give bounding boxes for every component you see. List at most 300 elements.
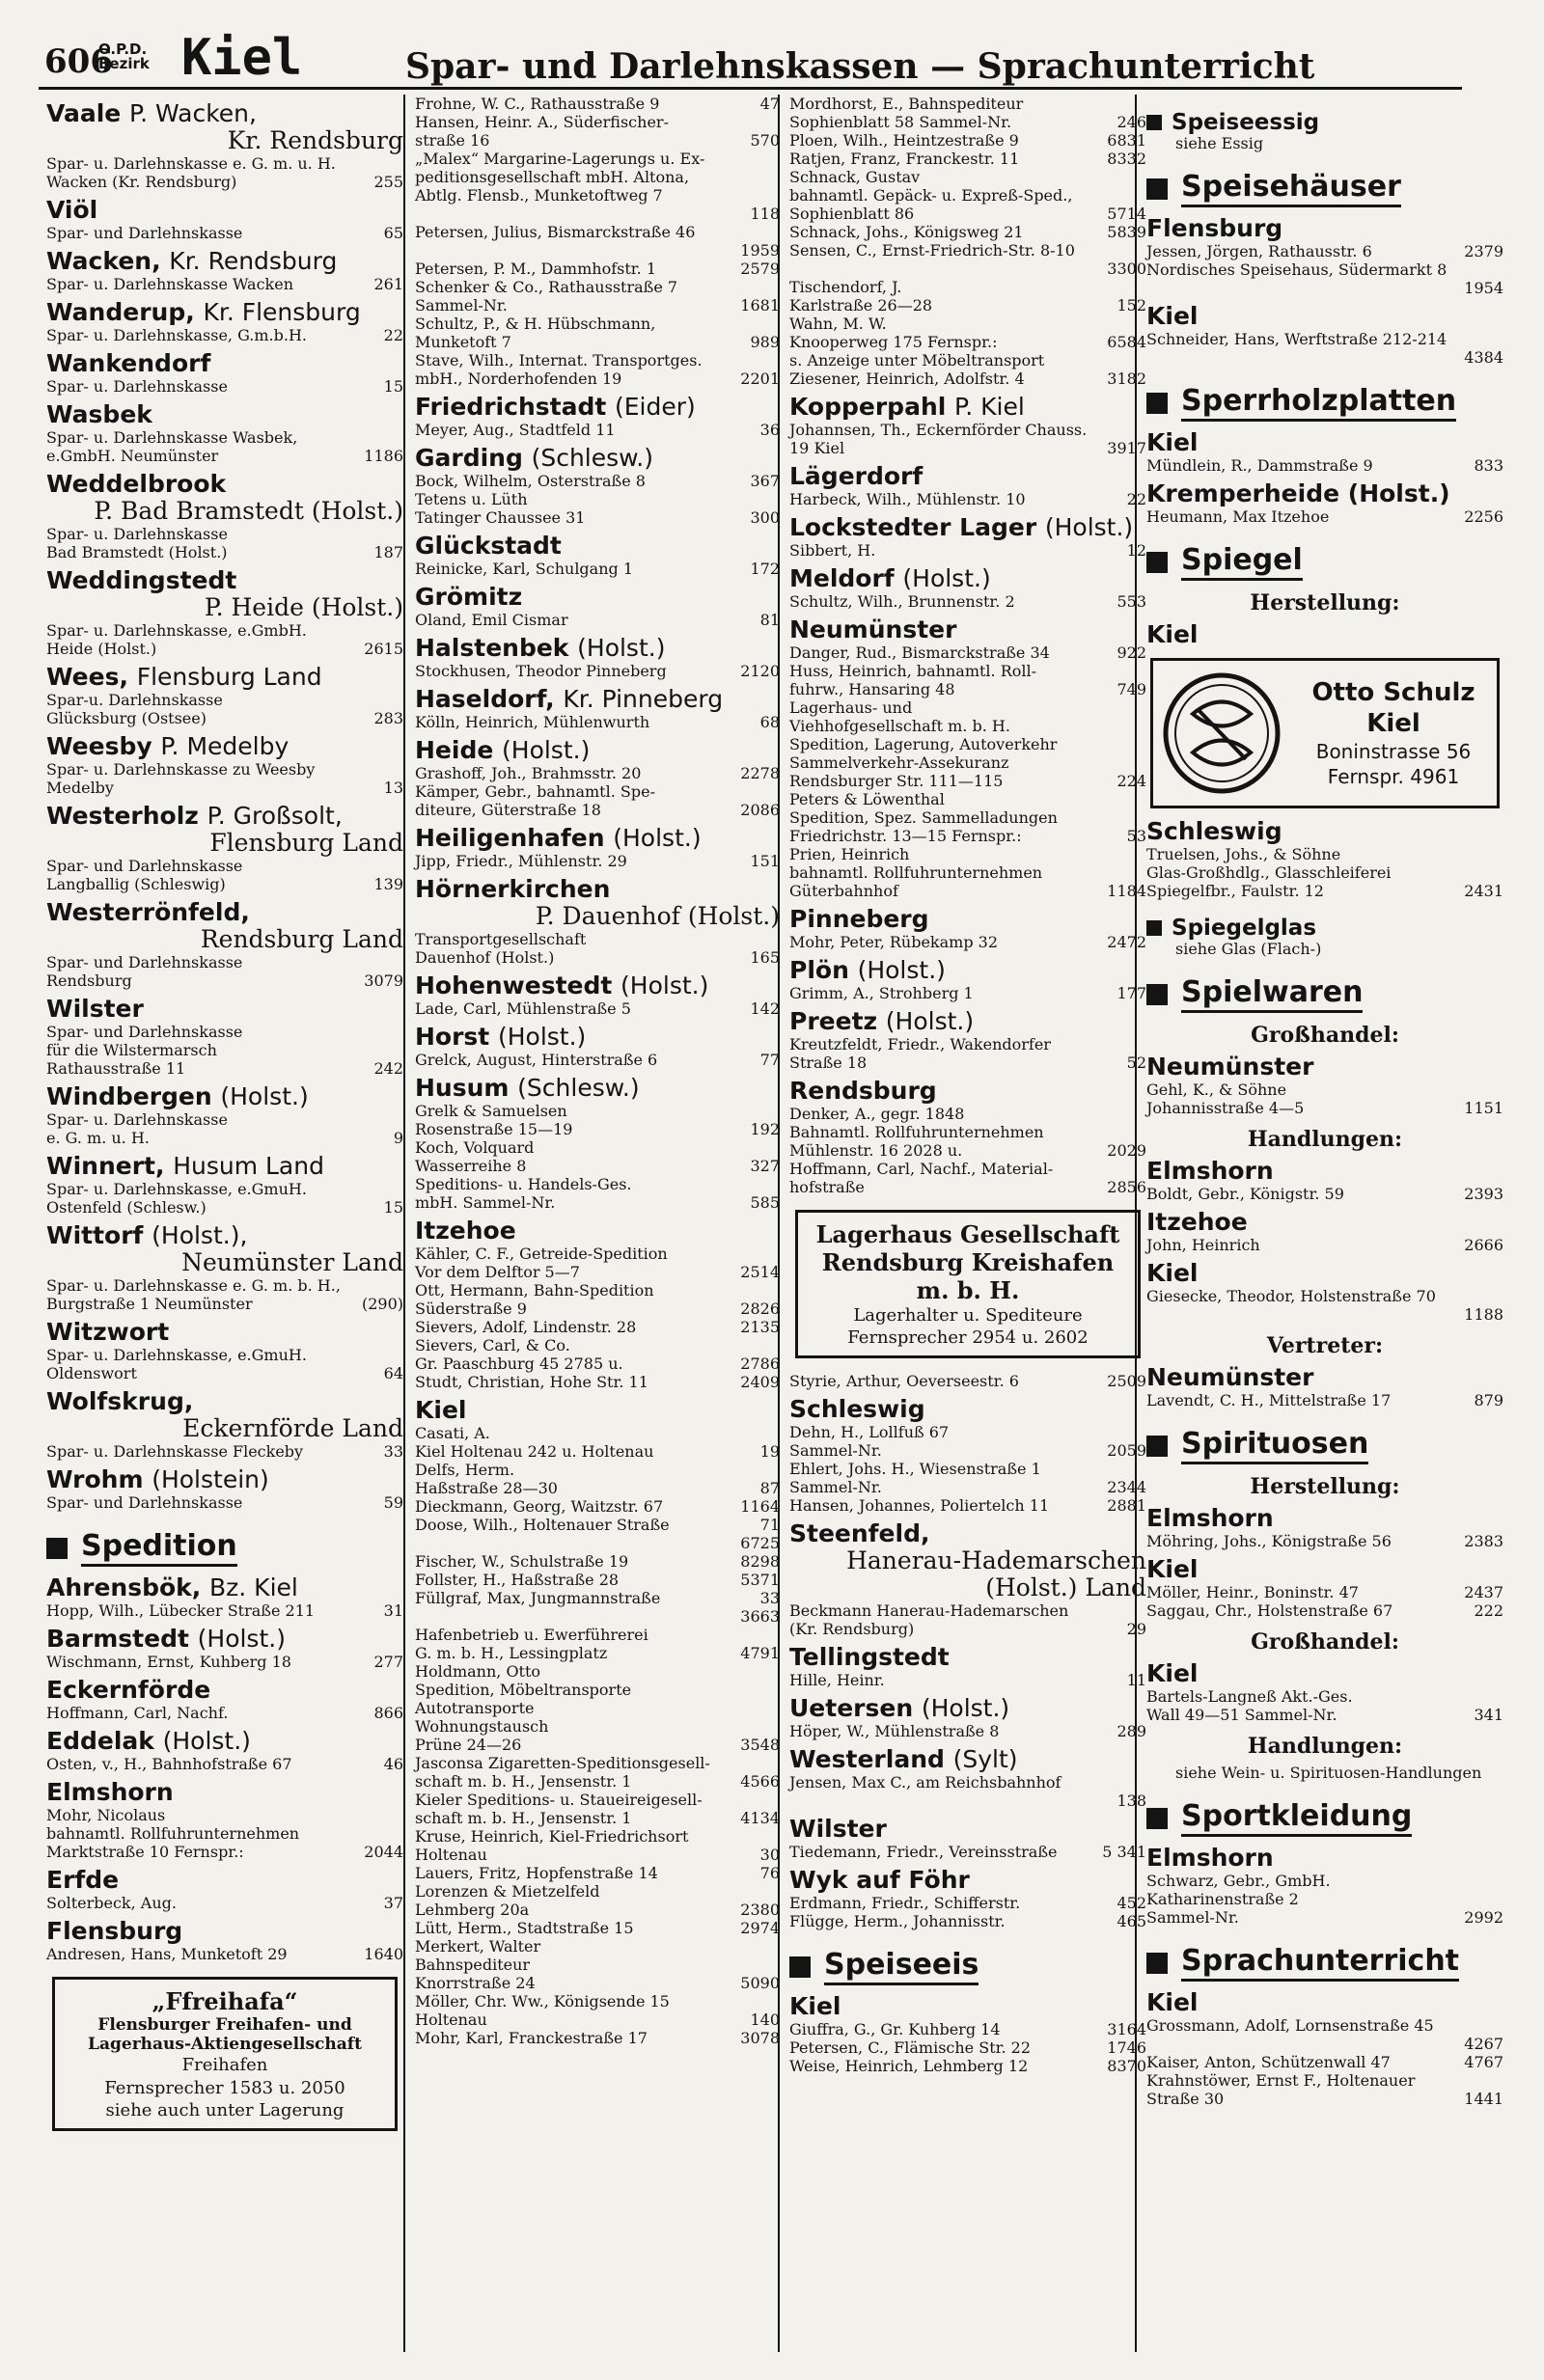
listing-line	[46, 691, 403, 709]
entry-block	[46, 567, 403, 658]
listing-text: Wahn, M. W.	[789, 315, 887, 333]
listing-line	[415, 1281, 780, 1299]
place-district: Hanerau-Hademarschen (Holst.) Land	[846, 1546, 1146, 1601]
listing-line	[415, 662, 780, 680]
category-speisehaeuser	[1146, 170, 1503, 207]
category-marker-icon	[1146, 1953, 1168, 1974]
phone-number: 300	[750, 508, 780, 527]
place-subtitle: (Holst.)	[902, 564, 991, 592]
opd-label	[98, 42, 150, 71]
listing-text: Knorrstraße 24	[415, 1974, 536, 1992]
listing-text: Truelsen, Johs., & Söhne	[1146, 845, 1341, 863]
entry-block	[46, 1918, 403, 1963]
listing-line	[46, 326, 403, 344]
listing-text: Meyer, Aug., Stadtfeld 11	[415, 421, 616, 439]
listing-line	[789, 95, 1146, 113]
listing-line	[789, 1894, 1146, 1912]
phone-number: 15	[383, 377, 403, 396]
spedition-list	[46, 1574, 403, 1963]
phone-number	[1496, 845, 1503, 863]
place-name: Itzehoe	[1146, 1208, 1248, 1236]
place-subtitle: (Holst.),	[152, 1221, 248, 1249]
listing-text: Ploen, Wilh., Heintzestraße 9	[789, 131, 1019, 150]
listing-line	[415, 1424, 780, 1442]
listing-line	[46, 857, 403, 875]
listing-text: Schultz, P., & H. Hübschmann,	[415, 315, 656, 333]
listing-text: Erdmann, Friedr., Schifferstr.	[789, 1894, 1021, 1912]
listing-text: 19 Kiel	[789, 439, 845, 457]
phone-number: 327	[750, 1157, 780, 1175]
phone-number: 2344	[1107, 1478, 1146, 1496]
place-name: Wacken, Kr. Rendsburg	[46, 247, 338, 275]
listing-line	[1146, 1305, 1503, 1324]
listing-text: Lavendt, C. H., Mittelstraße 17	[1146, 1391, 1392, 1409]
entry-block	[789, 906, 1146, 951]
listing-text: Hoffmann, Carl, Nachf.	[46, 1704, 229, 1722]
phone-number: 2393	[1464, 1185, 1503, 1203]
phone-number: 13	[383, 779, 403, 797]
listing-text: schaft m. b. H., Jensenstr. 1	[415, 1809, 632, 1827]
listing-line	[415, 1992, 780, 2011]
entry-block	[1146, 480, 1503, 526]
listing-text: Lagerhaus- und	[789, 698, 913, 717]
entry-block	[789, 616, 1146, 900]
place-name: Grömitz	[415, 583, 523, 611]
listing-text: Karlstraße 26—28	[789, 296, 933, 315]
listing-text: Spar- u. Darlehnskasse Wasbek,	[46, 428, 298, 447]
listing-line	[415, 1974, 780, 1992]
listing-text: Follster, H., Haßstraße 28	[415, 1571, 620, 1589]
entry-block	[46, 197, 403, 242]
listing-text: Kaiser, Anton, Schützenwall 47	[1146, 2053, 1391, 2071]
category-label: Spirituosen	[1181, 1427, 1368, 1464]
listing-text: Hansen, Johannes, Poliertelch 11	[789, 1496, 1050, 1515]
phone-number	[396, 1180, 403, 1198]
phone-number: 12	[1126, 541, 1146, 560]
listing-text: Sophienblatt 86	[789, 205, 915, 223]
phone-number: 2881	[1107, 1496, 1146, 1515]
listing-line	[1146, 863, 1503, 882]
savings-bank-list	[46, 100, 403, 1512]
category-spedition	[46, 1529, 403, 1567]
listing-text: mbH. Sammel-Nr.	[415, 1193, 556, 1212]
listing-line	[415, 1846, 780, 1864]
listing-text: Straße 18	[789, 1053, 868, 1072]
listing-text: Medelby	[46, 779, 114, 797]
listing-line	[789, 933, 1146, 951]
phone-number	[1496, 1890, 1503, 1908]
listing-line	[789, 717, 1146, 735]
listing-text: Vor dem Delftor 5—7	[415, 1263, 580, 1281]
listing-line	[46, 1704, 403, 1722]
listing-text: Schwarz, Gebr., GmbH.	[1146, 1872, 1331, 1890]
listing-text: Lorenzen & Mietzelfeld	[415, 1882, 600, 1901]
category-label: Sportkleidung	[1181, 1799, 1412, 1837]
listing-text: Glas-Großhdlg., Glasschleiferei	[1146, 863, 1392, 882]
phone-number: 585	[750, 1193, 780, 1212]
listing-text: Giuffra, G., Gr. Kuhberg 14	[789, 2020, 1001, 2038]
spedition-list-3b	[789, 1372, 1146, 1930]
listing-text: Tetens u. Lüth	[415, 490, 528, 508]
category-speiseeis	[789, 1948, 1146, 1985]
place-name: Kiel	[1146, 620, 1199, 648]
listing-text: Koch, Volquard	[415, 1138, 535, 1157]
phone-number	[396, 691, 403, 709]
entry-block	[46, 248, 403, 293]
listing-line	[789, 753, 1146, 772]
listing-text: Holdmann, Otto	[415, 1662, 541, 1681]
listing-line	[415, 421, 780, 439]
listing-line	[46, 1295, 403, 1313]
listing-line	[789, 421, 1146, 439]
listing-text: „Malex“ Margarine-Lagerungs u. Ex-	[415, 150, 705, 168]
phone-number: 3663	[740, 1607, 780, 1626]
place-name: Hörnerkirchen	[415, 875, 611, 903]
phone-number: 6831	[1107, 131, 1146, 150]
listing-text: bahnamtl. Rollfuhrunternehmen	[789, 863, 1043, 882]
category-sprachunterricht	[1146, 1944, 1503, 1982]
listing-text: bahnamtl. Rollfuhrunternehmen	[46, 1824, 300, 1843]
listing-text: Nordisches Speisehaus, Südermarkt 8	[1146, 260, 1448, 279]
entry-block	[1146, 215, 1503, 297]
listing-line	[1146, 1099, 1503, 1117]
listing-line	[46, 1843, 403, 1861]
phone-number: 570	[750, 131, 780, 150]
category-marker-icon	[1146, 984, 1168, 1005]
place-name: Viöl	[46, 196, 98, 224]
listing-line	[1146, 2090, 1503, 2108]
listing-text: Oldenswort	[46, 1364, 137, 1382]
entry-block	[415, 584, 780, 629]
schulz-logo-icon	[1159, 670, 1284, 796]
listing-text	[415, 241, 732, 260]
freihafa-ad	[52, 1977, 398, 2131]
phone-number: 3078	[740, 2029, 780, 2047]
place-name: Kopperpahl P. Kiel	[789, 393, 1025, 421]
place-name: Wees, Flensburg Land	[46, 663, 322, 691]
phone-number: 2086	[740, 801, 780, 819]
listing-text: Straße 30	[1146, 2090, 1225, 2108]
place-name: Flensburg	[1146, 214, 1283, 242]
listing-text: Kiel Holtenau 242 u. Holtenau	[415, 1442, 654, 1461]
place-name: Lockstedter Lager (Holst.)	[789, 513, 1134, 541]
listing-line	[789, 827, 1146, 845]
listing-line	[789, 205, 1146, 223]
phone-number: 59	[383, 1493, 403, 1512]
phone-number: 138	[1117, 1792, 1146, 1810]
phone-number: 465	[1117, 1912, 1146, 1930]
listing-text: Wall 49—51 Sammel-Nr.	[1146, 1706, 1337, 1724]
phone-number: 19	[759, 1442, 780, 1461]
spirituosen-herstellung-list	[1146, 1505, 1503, 1620]
entry-block	[789, 1867, 1146, 1930]
listing-line	[1146, 1081, 1503, 1099]
entry-block	[415, 1024, 780, 1069]
listing-line	[789, 643, 1146, 662]
phone-number	[1496, 260, 1503, 279]
place-name: Eckernförde	[46, 1676, 211, 1704]
place-name: Weesby P. Medelby	[46, 732, 290, 760]
listing-line	[415, 1809, 780, 1827]
listing-line	[415, 1318, 780, 1336]
listing-text: Ostenfeld (Schlesw.)	[46, 1198, 207, 1217]
phone-number: 77	[759, 1051, 780, 1069]
category-spirituosen	[1146, 1427, 1503, 1464]
spielwaren-vertreter-list	[1146, 1364, 1503, 1409]
place-name: Pinneberg	[789, 905, 929, 933]
entry-block	[1146, 1556, 1503, 1620]
listing-line	[415, 186, 780, 205]
place-name: Elmshorn	[1146, 1844, 1274, 1872]
listing-text: Spar- u. Darlehnskasse Fleckeby	[46, 1442, 304, 1461]
phone-number	[396, 428, 403, 447]
phone-number: 922	[1117, 643, 1146, 662]
column-3	[778, 95, 1146, 2352]
place-name: Husum (Schlesw.)	[415, 1074, 640, 1102]
phone-number	[1496, 2071, 1503, 2090]
entry-block	[789, 1816, 1146, 1861]
phone-number: 1151	[1464, 1099, 1503, 1117]
speiseeis-list	[789, 1993, 1146, 2075]
phone-number: 289	[1117, 1722, 1146, 1740]
listing-line	[789, 845, 1146, 863]
listing-text: Oland, Emil Cismar	[415, 611, 568, 629]
subhead-handlungen: Handlungen:	[1247, 1127, 1403, 1152]
entry-block	[46, 1222, 403, 1313]
listing-text: Spar- u. Darlehnskasse	[46, 525, 228, 543]
listing-text: (Kr. Rendsburg)	[789, 1620, 915, 1638]
entry-block	[789, 1993, 1146, 2075]
phone-number: 2383	[1464, 1532, 1503, 1550]
subhead-grosshandel: Großhandel:	[1251, 1629, 1399, 1655]
place-name: Steenfeld,	[789, 1519, 930, 1547]
place-name: Winnert, Husum Land	[46, 1152, 324, 1180]
listing-text: Bahnspediteur	[415, 1956, 531, 1974]
entry-block	[1146, 1209, 1503, 1254]
listing-text: Spar- u. Darlehnskasse, e.GmuH.	[46, 1180, 307, 1198]
listing-line	[415, 1736, 780, 1754]
entry-block	[1146, 429, 1503, 475]
listing-line	[46, 1129, 403, 1147]
place-name: Hohenwestedt (Holst.)	[415, 971, 709, 999]
phone-number: 2992	[1464, 1908, 1503, 1927]
listing-text: Lade, Carl, Mühlenstraße 5	[415, 999, 631, 1018]
listing-text: Wohnungstausch	[415, 1717, 549, 1736]
phone-number	[1496, 1287, 1503, 1305]
category-label: Sprachunterricht	[1181, 1944, 1459, 1982]
speisehaeuser-list	[1146, 215, 1503, 367]
listing-text: Prüne 24—26	[415, 1736, 522, 1754]
phone-number	[1496, 863, 1503, 882]
place-subtitle: (Holst.)	[162, 1727, 251, 1755]
listing-line	[789, 369, 1146, 388]
listing-text: Mohr, Karl, Franckestraße 17	[415, 2029, 648, 2047]
listing-text: Burgstraße 1 Neumünster	[46, 1295, 253, 1313]
phone-number: 5371	[740, 1571, 780, 1589]
listing-text: s. Anzeige unter Möbeltransport	[789, 351, 1045, 369]
category-label: Speiseessig	[1172, 110, 1320, 135]
place-name: Wrohm (Holstein)	[46, 1465, 269, 1493]
place-name: Erfde	[46, 1866, 120, 1894]
place-subtitle: Kr. Pinneberg	[563, 685, 724, 713]
entry-block	[46, 1867, 403, 1912]
listing-text: Saggau, Chr., Holstenstraße 67	[1146, 1601, 1393, 1620]
place-name: Wasbek	[46, 400, 152, 428]
bezirk-text: Bezirk	[98, 55, 150, 72]
listing-text: Haßstraße 28—30	[415, 1479, 558, 1497]
listing-line	[46, 1755, 403, 1773]
listing-line	[415, 296, 780, 315]
ad-see-also: siehe auch unter Lagerung	[105, 2100, 345, 2120]
listing-line	[415, 1299, 780, 1318]
phone-number: 3079	[364, 971, 403, 990]
listing-line	[789, 735, 1146, 753]
listing-line	[415, 713, 780, 731]
place-subtitle: Bz. Kiel	[209, 1573, 298, 1601]
phone-number: 2666	[1464, 1236, 1503, 1254]
entry-block	[46, 733, 403, 797]
phone-number: 2135	[740, 1318, 780, 1336]
place-subtitle: (Eider)	[615, 393, 696, 421]
listing-line	[789, 1141, 1146, 1160]
ad-line3: Freihafen	[181, 2055, 268, 2075]
listing-line	[415, 1051, 780, 1069]
phone-number: 76	[759, 1864, 780, 1882]
place-name: Kiel	[1146, 1659, 1199, 1687]
place-subtitle: Flensburg Land	[136, 663, 322, 691]
entry-block	[46, 803, 403, 893]
phone-number: 140	[750, 2011, 780, 2029]
listing-text: Schultz, Wilh., Brunnenstr. 2	[789, 592, 1015, 611]
entry-block	[789, 1008, 1146, 1072]
listing-text: Spar- u. Darlehnskasse zu Weesby	[46, 760, 316, 779]
listing-text: Peters & Löwenthal	[789, 790, 945, 808]
listing-text: Frohne, W. C., Rathausstraße 9	[415, 95, 660, 113]
listing-text: Spiegelfbr., Faulstr. 12	[1146, 882, 1324, 900]
category-marker-icon	[1146, 393, 1168, 414]
listing-line	[415, 260, 780, 278]
entry-block	[46, 1083, 403, 1147]
category-sperrholz	[1146, 384, 1503, 422]
spielwaren-handlungen-list	[1146, 1158, 1503, 1324]
category-speiseessig	[1146, 110, 1503, 135]
listing-text: Gr. Paaschburg 45 2785 u.	[415, 1354, 623, 1373]
listing-line	[789, 315, 1146, 333]
entry-block	[46, 996, 403, 1078]
place-name: Weddelbrook	[46, 470, 227, 498]
entry-block	[789, 1520, 1146, 1638]
listing-line	[46, 621, 403, 640]
listing-line	[789, 808, 1146, 827]
place-name: Witzwort	[46, 1318, 170, 1346]
entry-block	[46, 1728, 403, 1773]
listing-text: Spar- und Darlehnskasse	[46, 857, 243, 875]
entry-block	[789, 394, 1146, 457]
listing-line	[789, 186, 1146, 205]
see-also: siehe Glas (Flach-)	[1175, 940, 1322, 958]
listing-line	[789, 1441, 1146, 1460]
listing-text: Reinicke, Karl, Schulgang 1	[415, 560, 634, 578]
listing-text: Grimm, A., Strohberg 1	[789, 984, 974, 1002]
page-number: 606	[44, 42, 113, 81]
page-header	[39, 19, 1462, 90]
listing-line	[415, 1791, 780, 1809]
listing-line	[46, 173, 403, 191]
phone-number: 277	[373, 1653, 403, 1671]
listing-text: Rendsburg	[46, 971, 132, 990]
listing-line	[415, 1571, 780, 1589]
phone-number: 2509	[1107, 1372, 1146, 1390]
listing-text: Spar- und Darlehnskasse	[46, 953, 243, 971]
ad-info	[1290, 677, 1497, 789]
entry-block	[1146, 818, 1503, 900]
listing-line	[789, 1912, 1146, 1930]
entry-block	[1146, 303, 1503, 367]
entry-block	[789, 1078, 1146, 1196]
listing-text: Spar- u. Darlehnskasse	[46, 1110, 228, 1129]
listing-line	[46, 1276, 403, 1295]
place-subtitle: (Holstein)	[152, 1465, 269, 1493]
listing-text: Möller, Chr. Ww., Königsende 15	[415, 1992, 670, 2011]
phone-number: 2437	[1464, 1583, 1503, 1601]
listing-text: Ehlert, Johs. H., Wiesenstraße 1	[789, 1460, 1041, 1478]
phone-number: 246	[1117, 113, 1146, 131]
listing-text: Jipp, Friedr., Mühlenstr. 29	[415, 852, 627, 870]
listing-text: bahnamtl. Gepäck- u. Expreß-Sped.,	[789, 186, 1073, 205]
listing-line	[415, 1552, 780, 1571]
listing-line	[415, 1772, 780, 1791]
listing-text: Marktstraße 10 Fernspr.:	[46, 1843, 244, 1861]
listing-line	[46, 875, 403, 893]
phone-number: 224	[1117, 772, 1146, 790]
phone-number: 8298	[740, 1552, 780, 1571]
phone-number: 2856	[1107, 1178, 1146, 1196]
entry-block	[1146, 1158, 1503, 1203]
place-name: Horst (Holst.)	[415, 1023, 587, 1051]
listing-line	[789, 1053, 1146, 1072]
see-also: siehe Essig	[1175, 134, 1264, 152]
listing-text: Huss, Heinrich, bahnamtl. Roll-	[789, 662, 1037, 680]
category-marker-icon	[46, 1538, 68, 1559]
listing-text: Beckmann Hanerau-Hademarschen	[789, 1601, 1069, 1620]
listing-text: Harbeck, Wilh., Mühlenstr. 10	[789, 490, 1026, 508]
entry-block	[789, 463, 1146, 508]
listing-text: Spar- u. Darlehnskasse	[46, 377, 228, 396]
entry-block	[415, 394, 780, 439]
phone-number: 1959	[740, 241, 780, 260]
ad-line2: Rendsburg Kreishafen	[821, 1248, 1115, 1276]
listing-line	[46, 1493, 403, 1512]
listing-line	[46, 428, 403, 447]
sportkleidung-list	[1146, 1845, 1503, 1927]
phone-number: 1188	[1464, 1305, 1503, 1324]
listing-line	[415, 1245, 780, 1263]
subhead-vertreter: Vertreter:	[1266, 1333, 1384, 1358]
listing-text: Knooperweg 175 Fernspr.:	[789, 333, 998, 351]
listing-text: Ott, Hermann, Bahn-Spedition	[415, 1281, 654, 1299]
entry-block	[789, 95, 1146, 388]
phone-number: 341	[1474, 1706, 1503, 1724]
listing-line	[789, 2020, 1146, 2038]
listing-line	[789, 2038, 1146, 2057]
listing-text: Studt, Christian, Hohe Str. 11	[415, 1373, 648, 1391]
phone-number: 5839	[1107, 223, 1146, 241]
spedition-list-2	[415, 95, 780, 2047]
phone-number: 8370	[1107, 2057, 1146, 2075]
listing-line	[789, 790, 1146, 808]
listing-line	[415, 1956, 780, 1974]
listing-text	[415, 1607, 732, 1626]
